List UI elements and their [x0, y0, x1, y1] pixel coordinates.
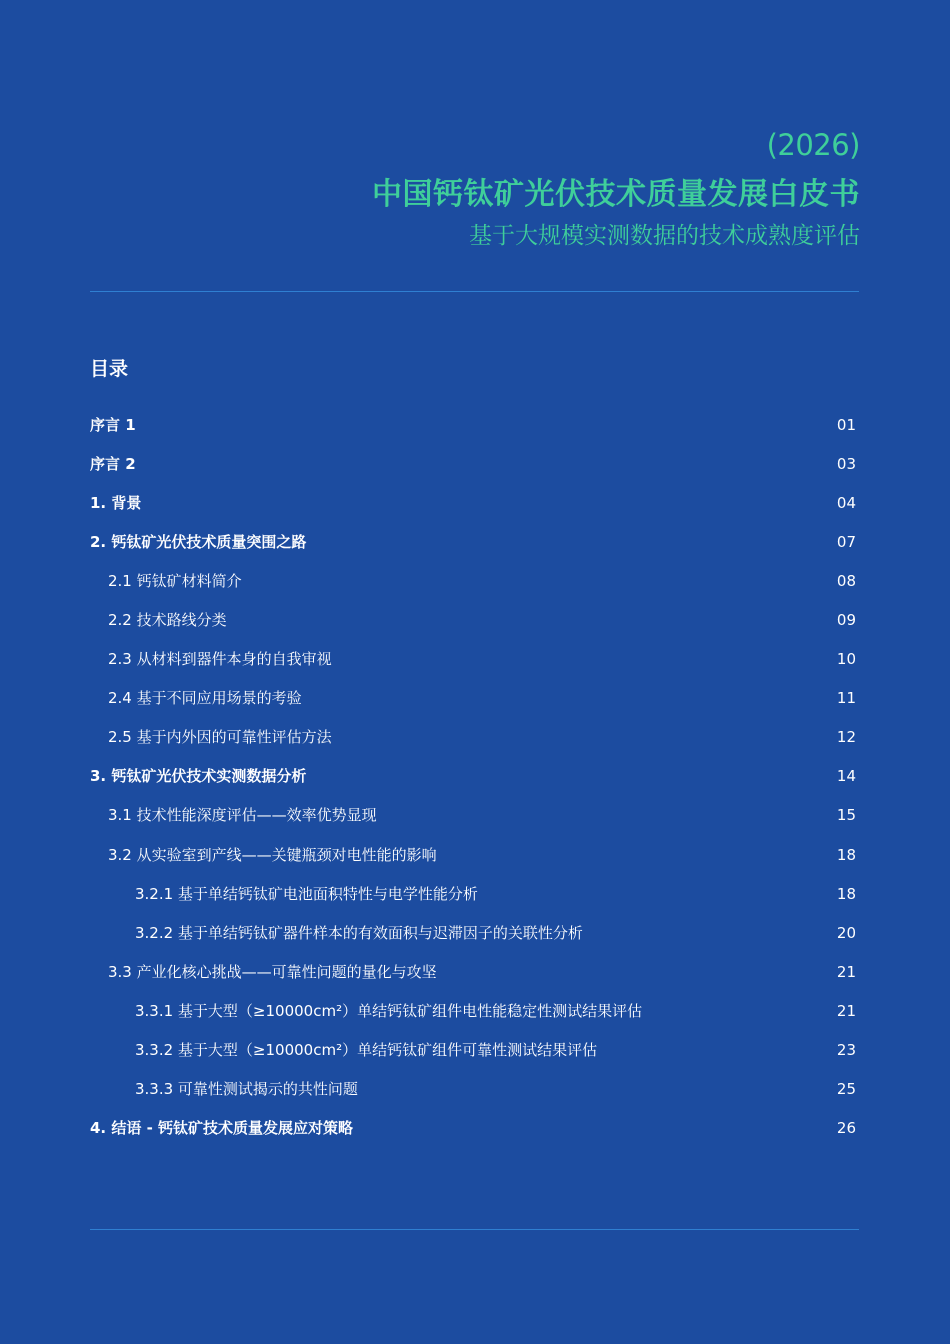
toc-entry-label: 3.3.3 可靠性测试揭示的共性问题 — [135, 1080, 358, 1099]
top-divider — [90, 291, 859, 292]
toc-entry-label: 3.3.2 基于大型（≥10000cm²）单结钙钛矿组件可靠性测试结果评估 — [135, 1041, 598, 1060]
toc-entry-page: 21 — [836, 1001, 856, 1020]
toc-entry[interactable] — [90, 405, 858, 444]
toc-entry-label: 3. 钙钛矿光伏技术实测数据分析 — [90, 767, 307, 786]
toc-entry-label: 2.5 基于内外因的可靠性评估方法 — [108, 728, 332, 747]
toc-entry[interactable] — [90, 522, 858, 561]
document-title: 中国钙钛矿光伏技术质量发展白皮书 — [372, 177, 860, 212]
toc-entry-label: 3.2.2 基于单结钙钛矿器件样本的有效面积与迟滞因子的关联性分析 — [135, 923, 583, 942]
toc-entry-page: 14 — [836, 767, 856, 786]
toc-entry-page: 23 — [836, 1041, 856, 1060]
toc-entry[interactable] — [90, 991, 858, 1030]
toc-entry-page: 08 — [836, 571, 856, 590]
toc-entry[interactable] — [90, 913, 858, 952]
toc-entry-label: 3.2.1 基于单结钙钛矿电池面积特性与电学性能分析 — [135, 884, 478, 903]
toc-entry[interactable] — [90, 1109, 858, 1148]
toc-entry[interactable] — [90, 952, 858, 991]
toc-entry-label: 序言 2 — [90, 454, 136, 473]
toc-entry[interactable] — [90, 600, 858, 639]
toc-entry[interactable] — [90, 874, 858, 913]
toc-entry[interactable] — [90, 483, 858, 522]
toc-entry-page: 10 — [836, 650, 856, 669]
toc-entry[interactable] — [90, 640, 858, 679]
toc-entry[interactable] — [90, 1031, 858, 1070]
toc-entry-label: 序言 1 — [90, 415, 136, 434]
toc-entry-label: 2.3 从材料到器件本身的自我审视 — [108, 650, 332, 669]
toc-entry[interactable] — [90, 796, 858, 835]
toc-entry-page: 20 — [836, 923, 856, 942]
toc-entry-page: 11 — [836, 689, 856, 708]
edition-year: (2026) — [766, 128, 860, 162]
toc-entry-page: 07 — [836, 532, 856, 551]
toc-entry-page: 26 — [836, 1119, 856, 1138]
toc-entry-page: 12 — [836, 728, 856, 747]
toc-entry-label: 1. 背景 — [90, 493, 142, 512]
toc-entry[interactable] — [90, 679, 858, 718]
toc-entry-label: 2. 钙钛矿光伏技术质量突围之路 — [90, 532, 307, 551]
toc-entry-label: 3.1 技术性能深度评估——效率优势显现 — [108, 806, 377, 825]
toc-entry-page: 18 — [836, 884, 856, 903]
toc-entry[interactable] — [90, 561, 858, 600]
toc-entry-page: 18 — [836, 845, 856, 864]
toc-heading: 目录 — [90, 358, 129, 380]
toc-entry-page: 01 — [836, 415, 856, 434]
toc-entry[interactable] — [90, 757, 858, 796]
toc-entry-label: 2.4 基于不同应用场景的考验 — [108, 689, 302, 708]
toc-entry-label: 3.2 从实验室到产线——关键瓶颈对电性能的影响 — [108, 845, 437, 864]
toc-entry[interactable] — [90, 1070, 858, 1109]
toc-entry[interactable] — [90, 835, 858, 874]
document-subtitle: 基于大规模实测数据的技术成熟度评估 — [469, 223, 860, 249]
cover-header — [372, 124, 860, 253]
toc-entry-page: 04 — [836, 493, 856, 512]
toc-entry-page: 25 — [836, 1080, 856, 1099]
toc-entry-label: 3.3 产业化核心挑战——可靠性问题的量化与攻坚 — [108, 962, 437, 981]
toc-entry-page: 09 — [836, 611, 856, 630]
toc-entry-label: 2.1 钙钛矿材料简介 — [108, 571, 242, 590]
toc-entry[interactable] — [90, 718, 858, 757]
toc-entry-label: 4. 结语 - 钙钛矿技术质量发展应对策略 — [90, 1119, 354, 1138]
toc-entry-page: 21 — [836, 962, 856, 981]
toc-entry-label: 2.2 技术路线分类 — [108, 611, 227, 630]
bottom-divider — [90, 1229, 859, 1230]
toc-entry[interactable] — [90, 444, 858, 483]
toc-entry-label: 3.3.1 基于大型（≥10000cm²）单结钙钛矿组件电性能稳定性测试结果评估 — [135, 1001, 643, 1020]
toc-entry-page: 03 — [836, 454, 856, 473]
toc-entry-page: 15 — [836, 806, 856, 825]
table-of-contents — [90, 405, 858, 1148]
